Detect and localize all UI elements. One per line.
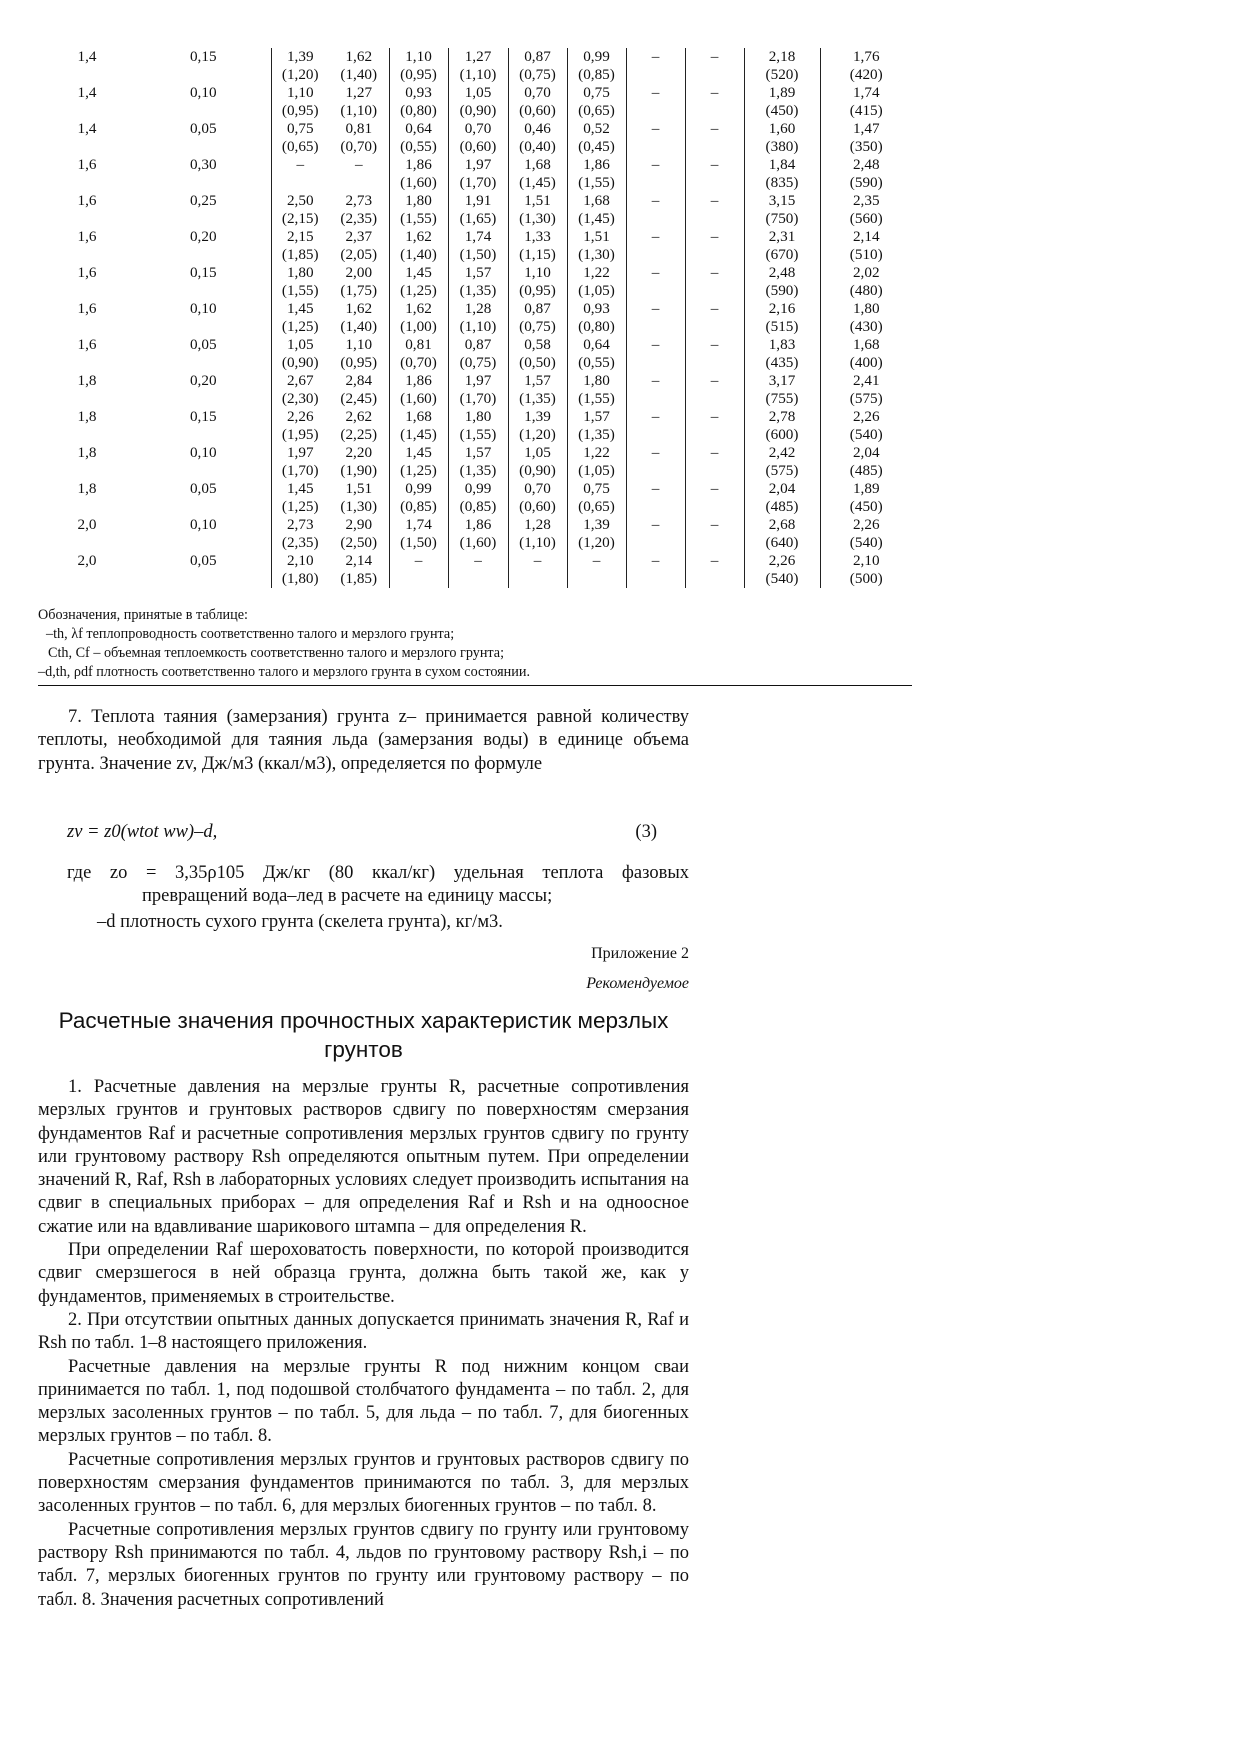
table-cell: 2,37 (2,05) <box>329 228 389 264</box>
table-cell: 1,05 (0,90) <box>281 336 319 371</box>
table-cell: 1,62 (1,00) <box>389 300 448 336</box>
table-cell: 0,99 (0,85) <box>567 48 626 84</box>
table-cell: 1,51 (1,30) <box>508 192 567 228</box>
table-cell: 1,86 (1,60) <box>448 516 508 552</box>
notes-line-density: –d,th, ρdf плотность соответственно талого и мерзлого грунта в сухом состоянии. <box>38 664 531 680</box>
table-cell: 0,05 <box>136 336 271 372</box>
table-body <box>38 48 912 588</box>
table-cell: 1,68 (400) <box>849 336 883 371</box>
table-cell: 0,58 (0,50) <box>508 336 567 372</box>
table-cell: 1,57 (1,35) <box>508 372 567 408</box>
table-cell: 1,45 (1,25) <box>389 444 448 480</box>
table-cell: 1,28 (1,10) <box>448 300 508 336</box>
table-cell: 1,57 (1,35) <box>448 264 508 300</box>
table-cell: 1,10 (0,95) <box>329 336 389 372</box>
table-cell: 2,90 (2,50) <box>329 516 389 552</box>
table-cell: 1,4 <box>77 48 97 65</box>
table-cell: 1,80 (1,55) <box>389 192 448 228</box>
table-row <box>38 480 912 516</box>
table-cell: 2,62 (2,25) <box>329 408 389 444</box>
table-cell: 0,75 (0,65) <box>567 84 626 120</box>
section-body <box>38 1076 689 1612</box>
table-cell: 1,6 <box>77 300 97 317</box>
table-cell: – <box>626 480 685 516</box>
table-cell: 0,70 (0,60) <box>448 120 508 156</box>
table-cell: – <box>626 264 685 300</box>
table-cell: 1,97 (1,70) <box>448 372 508 408</box>
table-cell: – <box>685 408 744 444</box>
table-cell: 1,27 (1,10) <box>448 48 508 84</box>
table-cell: 1,51 (1,30) <box>567 228 626 264</box>
table-cell: 1,84 (835) <box>744 156 820 192</box>
table-cell: 1,68 (1,45) <box>508 156 567 192</box>
table-cell: 1,68 (1,45) <box>567 192 626 228</box>
table-cell: 1,6 <box>77 336 97 353</box>
table-cell: 1,6 <box>77 156 97 173</box>
table-cell: 2,0 <box>77 516 97 533</box>
table-cell: – <box>685 84 744 120</box>
table-cell: – <box>626 408 685 444</box>
table-cell: 2,20 (1,90) <box>329 444 389 480</box>
appendix-label: Приложение 2 <box>591 945 689 962</box>
paragraph-7-text: 7. Теплота таяния (замерзания) грунта z– принимается равной количеству теплоты, необходимой для таяния льда (замерзания воды) в единице объема грунта. Значение zv, Дж/м3 (ккал/м3), определяется по формуле <box>38 707 689 774</box>
table-cell: 1,8 <box>77 372 97 389</box>
table-cell: 0,87 (0,75) <box>508 48 567 84</box>
table-cell: 1,86 (1,60) <box>389 372 448 408</box>
table-cell: – <box>685 372 744 408</box>
table-cell: 1,97 (1,70) <box>281 444 319 479</box>
table-cell: 1,6 <box>77 192 97 209</box>
table-cell: 1,74 (415) <box>849 84 883 119</box>
table-cell: 0,52 (0,45) <box>567 120 626 156</box>
body-paragraph-5: Расчетные сопротивления мерзлых грунтов и грунтовых растворов сдвигу по поверхностям смерзания фундаментов принимаются по табл. 3, для мерзлых засоленных грунтов – по табл. 6, для мерзлых биогенных грунтов – по табл. 8. <box>38 1449 689 1517</box>
table-cell: 1,57 (1,35) <box>567 408 626 444</box>
table-cell: 0,75 (0,65) <box>281 120 319 155</box>
table-cell: 2,67 (2,30) <box>281 372 319 407</box>
table-cell: – <box>626 516 685 552</box>
table-cell: 2,15 (1,85) <box>281 228 319 263</box>
table-cell: 0,64 (0,55) <box>567 336 626 372</box>
table-cell: – <box>685 516 744 552</box>
table-cell: 2,26 (540) <box>744 552 820 588</box>
table-cell: 0,20 <box>136 372 271 408</box>
table-row <box>38 552 912 588</box>
table-cell: 1,22 (1,05) <box>567 444 626 480</box>
table-cell: 1,22 (1,05) <box>567 264 626 300</box>
table-cell: 1,89 (450) <box>849 480 883 515</box>
table-cell: 2,14 (1,85) <box>329 552 389 588</box>
table-cell: 1,8 <box>77 408 97 425</box>
table-cell: – <box>626 48 685 84</box>
table-cell: 0,25 <box>136 192 271 228</box>
table-cell: 3,15 (750) <box>744 192 820 228</box>
table-cell: 1,91 (1,65) <box>448 192 508 228</box>
table-cell: 2,84 (2,45) <box>329 372 389 408</box>
table-cell: 0,93 (0,80) <box>567 300 626 336</box>
table-cell: 1,45 (1,25) <box>281 300 319 335</box>
table-cell: – <box>685 264 744 300</box>
table-cell: 1,80 (1,55) <box>281 264 319 299</box>
table-cell: 0,15 <box>136 408 271 444</box>
table-cell: 2,26 (540) <box>849 516 883 551</box>
table-row <box>38 372 912 408</box>
table-cell: 0,46 (0,40) <box>508 120 567 156</box>
body-paragraph-4: Расчетные давления на мерзлые грунты R под нижним концом сваи принимается по табл. 1, под подошвой столбчатого фундамента – по табл. 2, для мерзлых засоленных грунтов – по табл. 5, для льда – по табл. 7, для биогенных мерзлых грунтов – по табл. 8. <box>38 1356 689 1447</box>
table-cell: 2,50 (2,15) <box>281 192 319 227</box>
table-cell: 2,48 (590) <box>744 264 820 300</box>
table-cell: 2,26 (540) <box>849 408 883 443</box>
table-cell: 1,51 (1,30) <box>329 480 389 516</box>
table-cell: 2,10 (500) <box>849 552 883 587</box>
table-cell: 0,10 <box>136 516 271 552</box>
table-cell: 1,45 (1,25) <box>281 480 319 515</box>
table-cell: 0,64 (0,55) <box>389 120 448 156</box>
table-cell: 2,48 (590) <box>849 156 883 191</box>
table-row <box>38 264 912 300</box>
table-cell: 0,15 <box>136 48 271 84</box>
table-cell: 1,33 (1,15) <box>508 228 567 264</box>
table-cell: – <box>685 300 744 336</box>
table-cell: – <box>626 552 685 588</box>
table-cell: 1,83 (435) <box>744 336 820 372</box>
table-cell: 1,45 (1,25) <box>389 264 448 300</box>
table-cell: – <box>685 156 744 192</box>
table-cell: 1,89 (450) <box>744 84 820 120</box>
table-cell: 1,39 (1,20) <box>508 408 567 444</box>
table-cell: 3,17 (755) <box>744 372 820 408</box>
table-cell: – <box>508 552 567 588</box>
table-cell: 0,10 <box>136 84 271 120</box>
body-paragraph-1: 1. Расчетные давления на мерзлые грунты R, расчетные сопротивления мерзлых грунтов и грунтовых растворов сдвигу по поверхностям смерзания фундаментов Raf и расчетные сопротивления мерзлых грунтов сдвигу по грунту или грунтовому раствору Rsh определяются опытным путем. При определении значений R, Raf, Rsh в лабораторных условиях следует производить испытания на сдвиг в специальных приборах – для определения Raf и Rsh и на одноосное сжатие или на вдавливание шарикового штампа – для определения R. <box>38 1077 689 1237</box>
table-cell: – <box>448 552 508 588</box>
table-cell: 0,81 (0,70) <box>389 336 448 372</box>
table-cell: 1,80 (1,55) <box>567 372 626 408</box>
table-cell: 0,10 <box>136 444 271 480</box>
table-cell: 1,62 (1,40) <box>329 48 389 84</box>
notes-line-conductivity: –th, λf теплопроводность соответственно талого и мерзлого грунта; <box>46 626 455 642</box>
table-cell: 0,30 <box>136 156 271 192</box>
table-cell: 0,05 <box>136 480 271 516</box>
table-cell: 1,74 (1,50) <box>389 516 448 552</box>
notes-title: Обозначения, принятые в таблице: <box>38 607 248 623</box>
table-cell: 1,10 (0,95) <box>508 264 567 300</box>
table-cell: – <box>626 120 685 156</box>
divider <box>38 685 912 686</box>
table-cell: – <box>685 336 744 372</box>
data-table <box>38 48 912 588</box>
table-cell: – <box>685 444 744 480</box>
table-cell: 2,10 (1,80) <box>281 552 319 587</box>
section-title: Расчетные значения прочностных характеристик мерзлых грунтов <box>58 1008 669 1062</box>
body-paragraph-3: 2. При отсутствии опытных данных допускается принимать значения R, Raf и Rsh по табл. 1–8 настоящего приложения. <box>38 1309 689 1354</box>
table-cell: 2,0 <box>77 552 97 569</box>
table-cell: 1,80 (430) <box>849 300 883 335</box>
table-row <box>38 300 912 336</box>
table-cell: – <box>329 156 389 192</box>
notes-line-heat-capacity: Cth, Cf – объемная теплоемкость соответственно талого и мерзлого грунта; <box>48 645 505 661</box>
table-cell: 0,75 (0,65) <box>567 480 626 516</box>
table-cell: – <box>296 156 305 173</box>
table-cell: 1,8 <box>77 480 97 497</box>
table-cell: 1,47 (350) <box>849 120 883 155</box>
table-cell: 1,6 <box>77 264 97 281</box>
table-row <box>38 408 912 444</box>
table-cell: 2,00 (1,75) <box>329 264 389 300</box>
table-cell: 0,81 (0,70) <box>329 120 389 156</box>
table-cell: – <box>685 228 744 264</box>
table-cell: – <box>389 552 448 588</box>
table-row <box>38 120 912 156</box>
table-cell: – <box>567 552 626 588</box>
table-cell: 2,18 (520) <box>744 48 820 84</box>
where-line-1: где zo = 3,35ρ105 Дж/кг (80 ккал/кг) удельная теплота фазовых <box>67 863 689 883</box>
table-cell: 1,28 (1,10) <box>508 516 567 552</box>
table-cell: – <box>626 192 685 228</box>
table-cell: 0,70 (0,60) <box>508 480 567 516</box>
table-notes <box>38 606 912 686</box>
table-cell: 1,4 <box>77 120 97 137</box>
table-cell: – <box>626 372 685 408</box>
table-cell: 2,73 (2,35) <box>329 192 389 228</box>
table-cell: 1,05 (0,90) <box>448 84 508 120</box>
table-cell: 0,99 (0,85) <box>448 480 508 516</box>
table-cell: 2,04 (485) <box>744 480 820 516</box>
table-cell: 2,26 (1,95) <box>281 408 319 443</box>
table-cell: 2,35 (560) <box>849 192 883 227</box>
table-cell: 0,93 (0,80) <box>389 84 448 120</box>
table-cell: 2,68 (640) <box>744 516 820 552</box>
table-cell: 2,16 (515) <box>744 300 820 336</box>
table-cell: 2,31 (670) <box>744 228 820 264</box>
table-cell: 0,87 (0,75) <box>508 300 567 336</box>
table-cell: 1,8 <box>77 444 97 461</box>
table-cell: 2,02 (480) <box>849 264 883 299</box>
where-line-2: превращений вода–лед в расчете на единицу массы; <box>142 886 553 907</box>
table-cell: 1,39 (1,20) <box>567 516 626 552</box>
table-row <box>38 48 912 84</box>
table-cell: 2,14 (510) <box>849 228 883 263</box>
table-cell: 1,10 (0,95) <box>389 48 448 84</box>
table-cell: 1,27 (1,10) <box>329 84 389 120</box>
table-row <box>38 192 912 228</box>
table-row <box>38 84 912 120</box>
table-cell: 0,15 <box>136 264 271 300</box>
table-row <box>38 516 912 552</box>
appendix-status: Рекомендуемое <box>586 975 689 992</box>
table-cell: 1,57 (1,35) <box>448 444 508 480</box>
table-cell: 1,6 <box>77 228 97 245</box>
table-cell: – <box>626 444 685 480</box>
table-cell: 2,41 (575) <box>849 372 883 407</box>
table-cell: 1,39 (1,20) <box>281 48 319 83</box>
table-cell: 1,62 (1,40) <box>389 228 448 264</box>
table-cell: – <box>626 300 685 336</box>
table-cell: 1,62 (1,40) <box>329 300 389 336</box>
table-cell: 0,20 <box>136 228 271 264</box>
body-paragraph-2: При определении Raf шероховатость поверхности, по которой производится сдвиг смерзшегося в ней образца грунта, должна быть такой же, как у фундаментов, применяемых в строительстве. <box>38 1240 689 1307</box>
table-cell: 0,87 (0,75) <box>448 336 508 372</box>
table-cell: – <box>626 156 685 192</box>
table-cell: 1,86 (1,55) <box>567 156 626 192</box>
table-cell: 1,68 (1,45) <box>389 408 448 444</box>
table-cell: 1,05 (0,90) <box>508 444 567 480</box>
table-row <box>38 156 912 192</box>
table-cell: 1,80 (1,55) <box>448 408 508 444</box>
paragraph-7 <box>38 706 689 776</box>
table-row <box>38 336 912 372</box>
table-cell: 0,10 <box>136 300 271 336</box>
table-cell: 1,4 <box>77 84 97 101</box>
table-row <box>38 228 912 264</box>
table-cell: 2,78 (600) <box>744 408 820 444</box>
table-cell: 0,05 <box>136 120 271 156</box>
formula-where <box>67 862 689 934</box>
table-cell: 0,99 (0,85) <box>389 480 448 516</box>
table-cell: – <box>685 120 744 156</box>
table-cell: 1,86 (1,60) <box>389 156 448 192</box>
table-cell: – <box>685 552 744 588</box>
table-cell: – <box>685 48 744 84</box>
table-cell: 1,10 (0,95) <box>281 84 319 119</box>
formula <box>67 822 657 843</box>
table-cell: 2,42 (575) <box>744 444 820 480</box>
formula-expression: zv = z0(wtot ww)–d, <box>67 822 218 842</box>
table-cell: 2,04 (485) <box>849 444 883 479</box>
table-cell: – <box>685 192 744 228</box>
table-row <box>38 444 912 480</box>
table-cell: – <box>626 336 685 372</box>
table-cell: – <box>685 480 744 516</box>
table-cell: 1,97 (1,70) <box>448 156 508 192</box>
table-cell: – <box>626 228 685 264</box>
table-cell: 1,74 (1,50) <box>448 228 508 264</box>
table-cell: 0,70 (0,60) <box>508 84 567 120</box>
table-cell: 2,73 (2,35) <box>281 516 319 551</box>
where-line-3: –d плотность сухого грунта (скелета грунта), кг/м3. <box>97 911 503 932</box>
table-cell: 1,76 (420) <box>849 48 883 83</box>
formula-number: (3) <box>635 822 657 842</box>
body-paragraph-6: Расчетные сопротивления мерзлых грунтов сдвигу по грунту или грунтовому раствору Rsh принимаются по табл. 4, льдов по грунтовому раствору Rsh,i – по табл. 7, мерзлых биогенных грунтов по грунту или грунтовому раствору – по табл. 8. Значения расчетных сопротивлений <box>38 1519 689 1610</box>
table-cell: 1,60 (380) <box>744 120 820 156</box>
table-cell: – <box>626 84 685 120</box>
table-cell: 0,05 <box>136 552 271 588</box>
